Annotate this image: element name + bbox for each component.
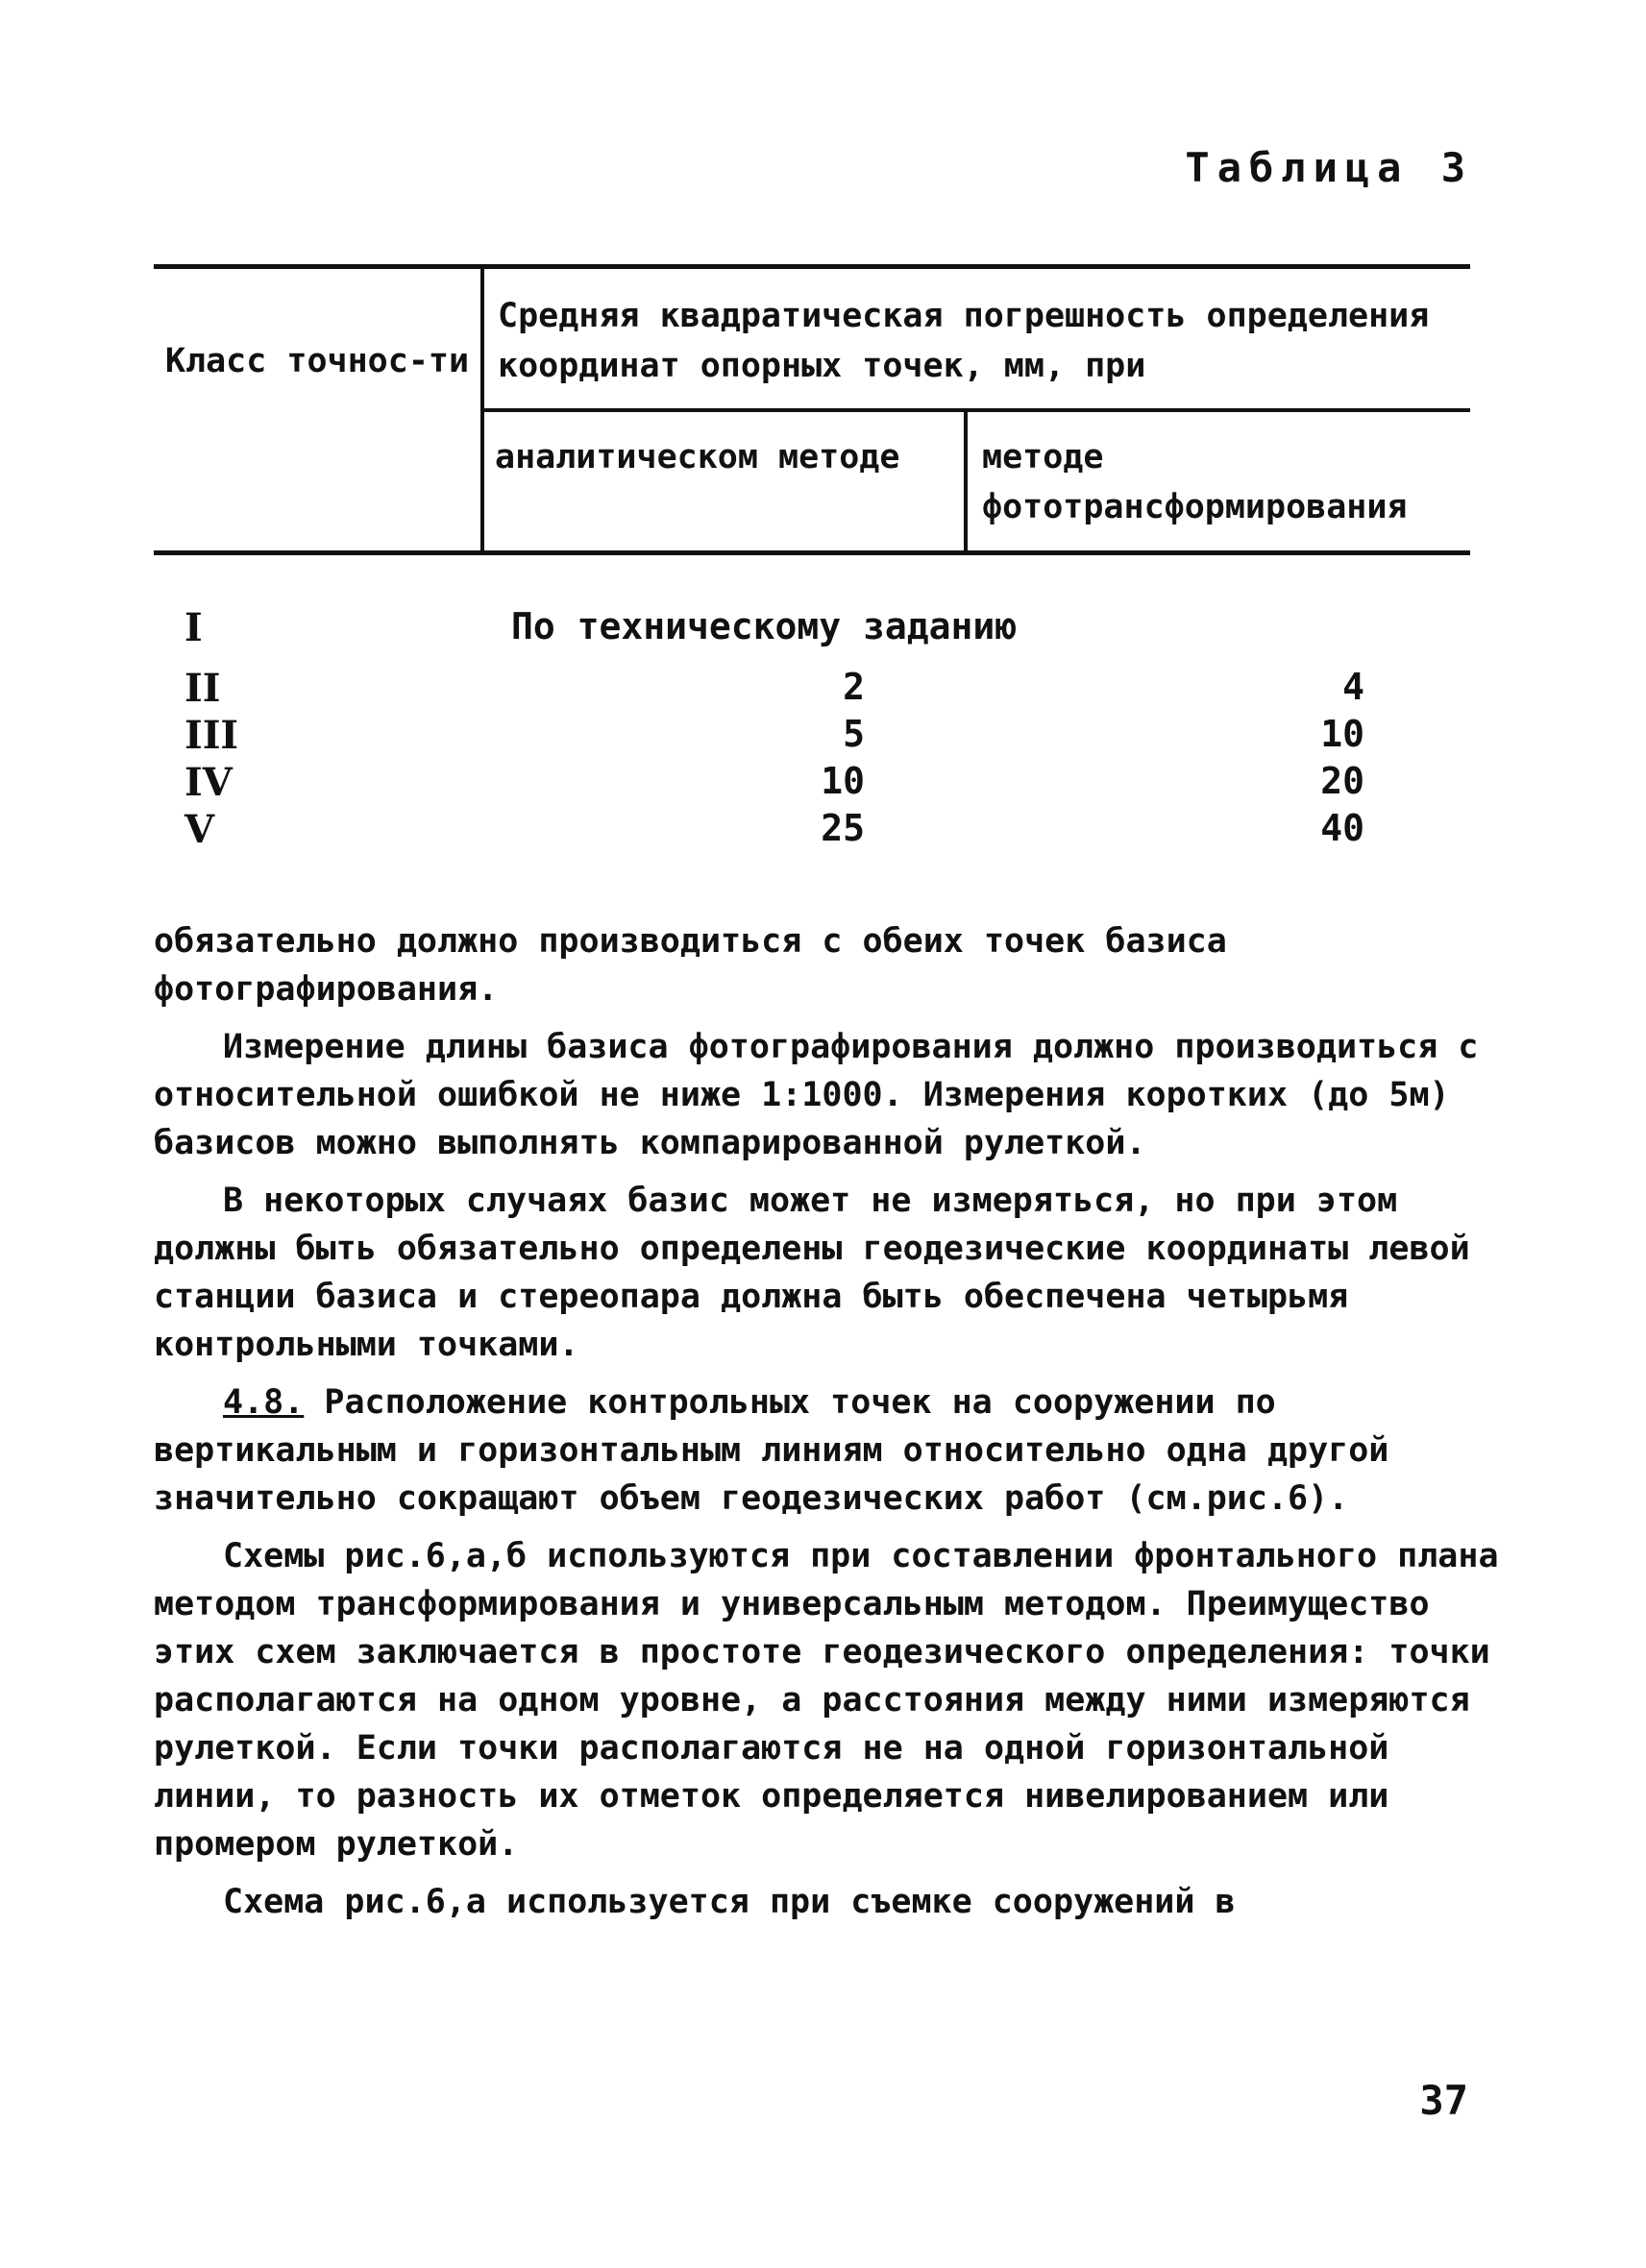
- paragraph: Измерение длины базиса фотографирования должно производиться с относительной ошибкой не ниже 1:1000. Измерения коротких (до 5м) базисов можно выполнять компарированной рулеткой.: [154, 1028, 1479, 1162]
- paragraph: В некоторых случаях базис может не измеряться, но при этом должны быть обязательно определены геодезические координаты левой станции базиса и стереопара должна быть обеспечена четырьмя контрольными точками.: [154, 1182, 1470, 1364]
- row-analytic-value: 5: [843, 713, 865, 755]
- paragraph: обязательно должно производиться с обеих точек базиса фотографирования.: [154, 922, 1227, 1009]
- row-class: III: [184, 713, 239, 758]
- paragraph: Схема рис.6,а используется при съемке сооружений в: [223, 1883, 1236, 1921]
- table-row: [154, 807, 1470, 855]
- header-phototransform-col: методе фототрансформирования: [982, 438, 1408, 526]
- table-subheader-rule: [482, 408, 1470, 412]
- table-row: [154, 760, 1470, 808]
- row-class: I: [184, 605, 203, 650]
- body-text: [154, 917, 1499, 1936]
- row-photo-value: 4: [1342, 666, 1364, 708]
- table-divider: [964, 408, 968, 555]
- row-class: II: [184, 666, 221, 711]
- table-body: [154, 605, 1470, 874]
- paragraph: Схемы рис.6,а,б используются при составлении фронтального плана методом трансформирования и универсальным методом. Преимущество этих схем заключается в простоте геодезического определения: точки располагаются на одном уровне, а расстояния между ними измеряются рулеткой. Если точки располагаются не на одной горизонтальной линии, то разность их отметок определяется нивелированием или промером рулеткой.: [154, 1537, 1499, 1864]
- paragraph: [154, 1378, 1499, 1523]
- header-analytic-col: аналитическом методе: [495, 438, 900, 476]
- row-photo-value: 20: [1320, 760, 1364, 802]
- row-analytic-value: 25: [821, 807, 865, 849]
- table-header-bottom-rule: [154, 550, 1470, 555]
- table-header: [154, 264, 1470, 557]
- header-class-col: Класс точнос-ти: [164, 342, 470, 380]
- header-main-col: Средняя квадратическая погрешность определения координат опорных точек, мм, при: [498, 297, 1430, 385]
- row-photo-value: 40: [1320, 807, 1364, 849]
- section-number: 4.8.: [223, 1383, 305, 1422]
- table-row: [154, 605, 1470, 653]
- paragraph-text: Расположение контрольных точек на сооружении по вертикальным и горизонтальным линиям относительно одна другой значительно сокращают объем геодезических работ (см.рис.6).: [154, 1383, 1389, 1518]
- table-top-rule: [154, 264, 1470, 269]
- row-spanning-value: По техническому заданию: [511, 605, 1018, 647]
- table-row: [154, 713, 1470, 761]
- row-analytic-value: 2: [843, 666, 865, 708]
- row-analytic-value: 10: [821, 760, 865, 802]
- row-class: IV: [184, 760, 233, 805]
- page-number: 37: [1419, 2077, 1468, 2124]
- row-photo-value: 10: [1320, 713, 1364, 755]
- table-row: [154, 666, 1470, 714]
- table-caption: Таблица 3: [1185, 144, 1473, 191]
- row-class: V: [184, 807, 215, 852]
